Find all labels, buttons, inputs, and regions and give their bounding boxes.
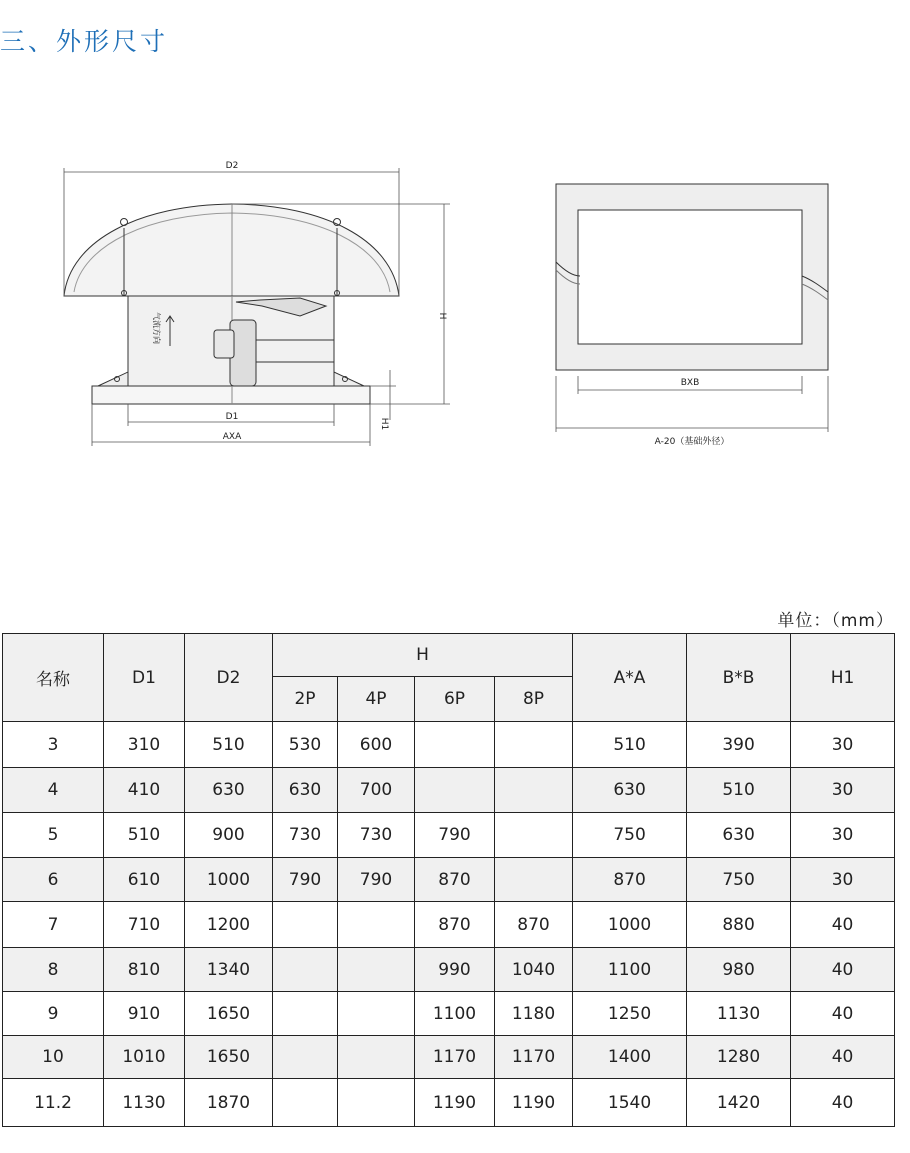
cell-2p xyxy=(273,1079,338,1127)
cell-axa: 1400 xyxy=(573,1036,687,1079)
cell-4p: 790 xyxy=(338,858,415,902)
cell-d2: 1650 xyxy=(185,1036,273,1079)
cell-bxb: 980 xyxy=(687,948,791,992)
cell-d1: 910 xyxy=(104,992,185,1036)
label-d1: D1 xyxy=(225,412,239,422)
table-row xyxy=(3,992,895,1036)
dimension-drawing xyxy=(0,0,910,470)
header-d2: D2 xyxy=(185,634,273,722)
cell-d2: 1200 xyxy=(185,902,273,948)
cell-h1: 40 xyxy=(791,992,895,1036)
cell-d2: 1870 xyxy=(185,1079,273,1127)
cell-4p: 730 xyxy=(338,813,415,858)
page-title: 三、外形尺寸 xyxy=(0,27,169,56)
roof-fan-side-view xyxy=(64,204,399,404)
cell-name: 9 xyxy=(3,992,104,1036)
cell-8p: 1040 xyxy=(495,948,573,992)
cell-d1: 510 xyxy=(104,813,185,858)
cell-axa: 1100 xyxy=(573,948,687,992)
cell-name: 11.2 xyxy=(3,1079,104,1127)
label-bxb: BXB xyxy=(680,378,700,388)
cell-axa: 750 xyxy=(573,813,687,858)
cell-8p xyxy=(495,858,573,902)
cell-name: 8 xyxy=(3,948,104,992)
table-row xyxy=(3,722,895,768)
cell-2p: 630 xyxy=(273,768,338,813)
cell-8p: 1170 xyxy=(495,1036,573,1079)
cell-6p xyxy=(415,768,495,813)
cell-axa: 1540 xyxy=(573,1079,687,1127)
cell-6p: 870 xyxy=(415,858,495,902)
cell-4p xyxy=(338,948,415,992)
cell-4p xyxy=(338,902,415,948)
cell-name: 10 xyxy=(3,1036,104,1079)
table-row xyxy=(3,1079,895,1127)
cell-2p xyxy=(273,948,338,992)
cell-2p: 530 xyxy=(273,722,338,768)
table-row xyxy=(3,858,895,902)
dimension-table xyxy=(2,633,895,1127)
table-row xyxy=(3,813,895,858)
table-row xyxy=(3,768,895,813)
label-axa: AXA xyxy=(222,432,242,442)
cell-bxb: 630 xyxy=(687,813,791,858)
cell-name: 7 xyxy=(3,902,104,948)
cell-2p xyxy=(273,902,338,948)
cell-axa: 510 xyxy=(573,722,687,768)
cell-4p xyxy=(338,992,415,1036)
cell-h1: 30 xyxy=(791,722,895,768)
cell-6p: 1190 xyxy=(415,1079,495,1127)
cell-8p: 1190 xyxy=(495,1079,573,1127)
cell-d1: 1010 xyxy=(104,1036,185,1079)
cell-axa: 1250 xyxy=(573,992,687,1036)
cell-d1: 610 xyxy=(104,858,185,902)
cell-d1: 1130 xyxy=(104,1079,185,1127)
unit-label: 单位：（mm） xyxy=(777,611,894,631)
cell-6p: 1170 xyxy=(415,1036,495,1079)
cell-name: 6 xyxy=(3,858,104,902)
header-axa: A*A xyxy=(573,634,687,722)
cell-bxb: 1280 xyxy=(687,1036,791,1079)
cell-8p xyxy=(495,768,573,813)
header-h: H xyxy=(273,634,573,677)
cell-h1: 30 xyxy=(791,768,895,813)
label-foundation: A-20（基础外径） xyxy=(654,437,730,447)
cell-8p xyxy=(495,813,573,858)
cell-d2: 1650 xyxy=(185,992,273,1036)
cell-bxb: 390 xyxy=(687,722,791,768)
cell-6p: 990 xyxy=(415,948,495,992)
cell-6p: 1100 xyxy=(415,992,495,1036)
cell-2p xyxy=(273,1036,338,1079)
cell-axa: 870 xyxy=(573,858,687,902)
label-h1: H1 xyxy=(379,417,389,431)
foundation-top-view xyxy=(556,184,828,370)
header-bxb: B*B xyxy=(687,634,791,722)
cell-6p xyxy=(415,722,495,768)
cell-d2: 900 xyxy=(185,813,273,858)
header-8p: 8P xyxy=(495,677,573,722)
cell-name: 3 xyxy=(3,722,104,768)
cell-d2: 1000 xyxy=(185,858,273,902)
cell-d1: 810 xyxy=(104,948,185,992)
header-h1: H1 xyxy=(791,634,895,722)
cell-axa: 1000 xyxy=(573,902,687,948)
cell-h1: 40 xyxy=(791,948,895,992)
header-6p: 6P xyxy=(415,677,495,722)
cell-d2: 510 xyxy=(185,722,273,768)
cell-d1: 410 xyxy=(104,768,185,813)
header-2p: 2P xyxy=(273,677,338,722)
cell-bxb: 750 xyxy=(687,858,791,902)
label-d2: D2 xyxy=(225,161,239,171)
cell-name: 4 xyxy=(3,768,104,813)
header-d1: D1 xyxy=(104,634,185,722)
table-row xyxy=(3,902,895,948)
header-4p: 4P xyxy=(338,677,415,722)
cell-d2: 630 xyxy=(185,768,273,813)
cell-axa: 630 xyxy=(573,768,687,813)
cell-h1: 40 xyxy=(791,902,895,948)
airflow-label: 气流方向 xyxy=(152,312,161,344)
cell-2p: 730 xyxy=(273,813,338,858)
table-row xyxy=(3,1036,895,1079)
cell-bxb: 510 xyxy=(687,768,791,813)
table-row xyxy=(3,948,895,992)
cell-h1: 40 xyxy=(791,1036,895,1079)
cell-bxb: 1420 xyxy=(687,1079,791,1127)
cell-8p: 1180 xyxy=(495,992,573,1036)
cell-h1: 30 xyxy=(791,858,895,902)
cell-d1: 710 xyxy=(104,902,185,948)
table-body xyxy=(3,722,895,1127)
label-h: H xyxy=(437,312,447,320)
cell-d2: 1340 xyxy=(185,948,273,992)
cell-4p xyxy=(338,1079,415,1127)
cell-8p: 870 xyxy=(495,902,573,948)
cell-8p xyxy=(495,722,573,768)
cell-2p xyxy=(273,992,338,1036)
cell-6p: 870 xyxy=(415,902,495,948)
cell-name: 5 xyxy=(3,813,104,858)
cell-h1: 40 xyxy=(791,1079,895,1127)
header-name: 名称 xyxy=(3,634,104,722)
cell-2p: 790 xyxy=(273,858,338,902)
cell-6p: 790 xyxy=(415,813,495,858)
cell-d1: 310 xyxy=(104,722,185,768)
cell-4p: 600 xyxy=(338,722,415,768)
cell-4p: 700 xyxy=(338,768,415,813)
cell-h1: 30 xyxy=(791,813,895,858)
cell-bxb: 1130 xyxy=(687,992,791,1036)
cell-bxb: 880 xyxy=(687,902,791,948)
cell-4p xyxy=(338,1036,415,1079)
